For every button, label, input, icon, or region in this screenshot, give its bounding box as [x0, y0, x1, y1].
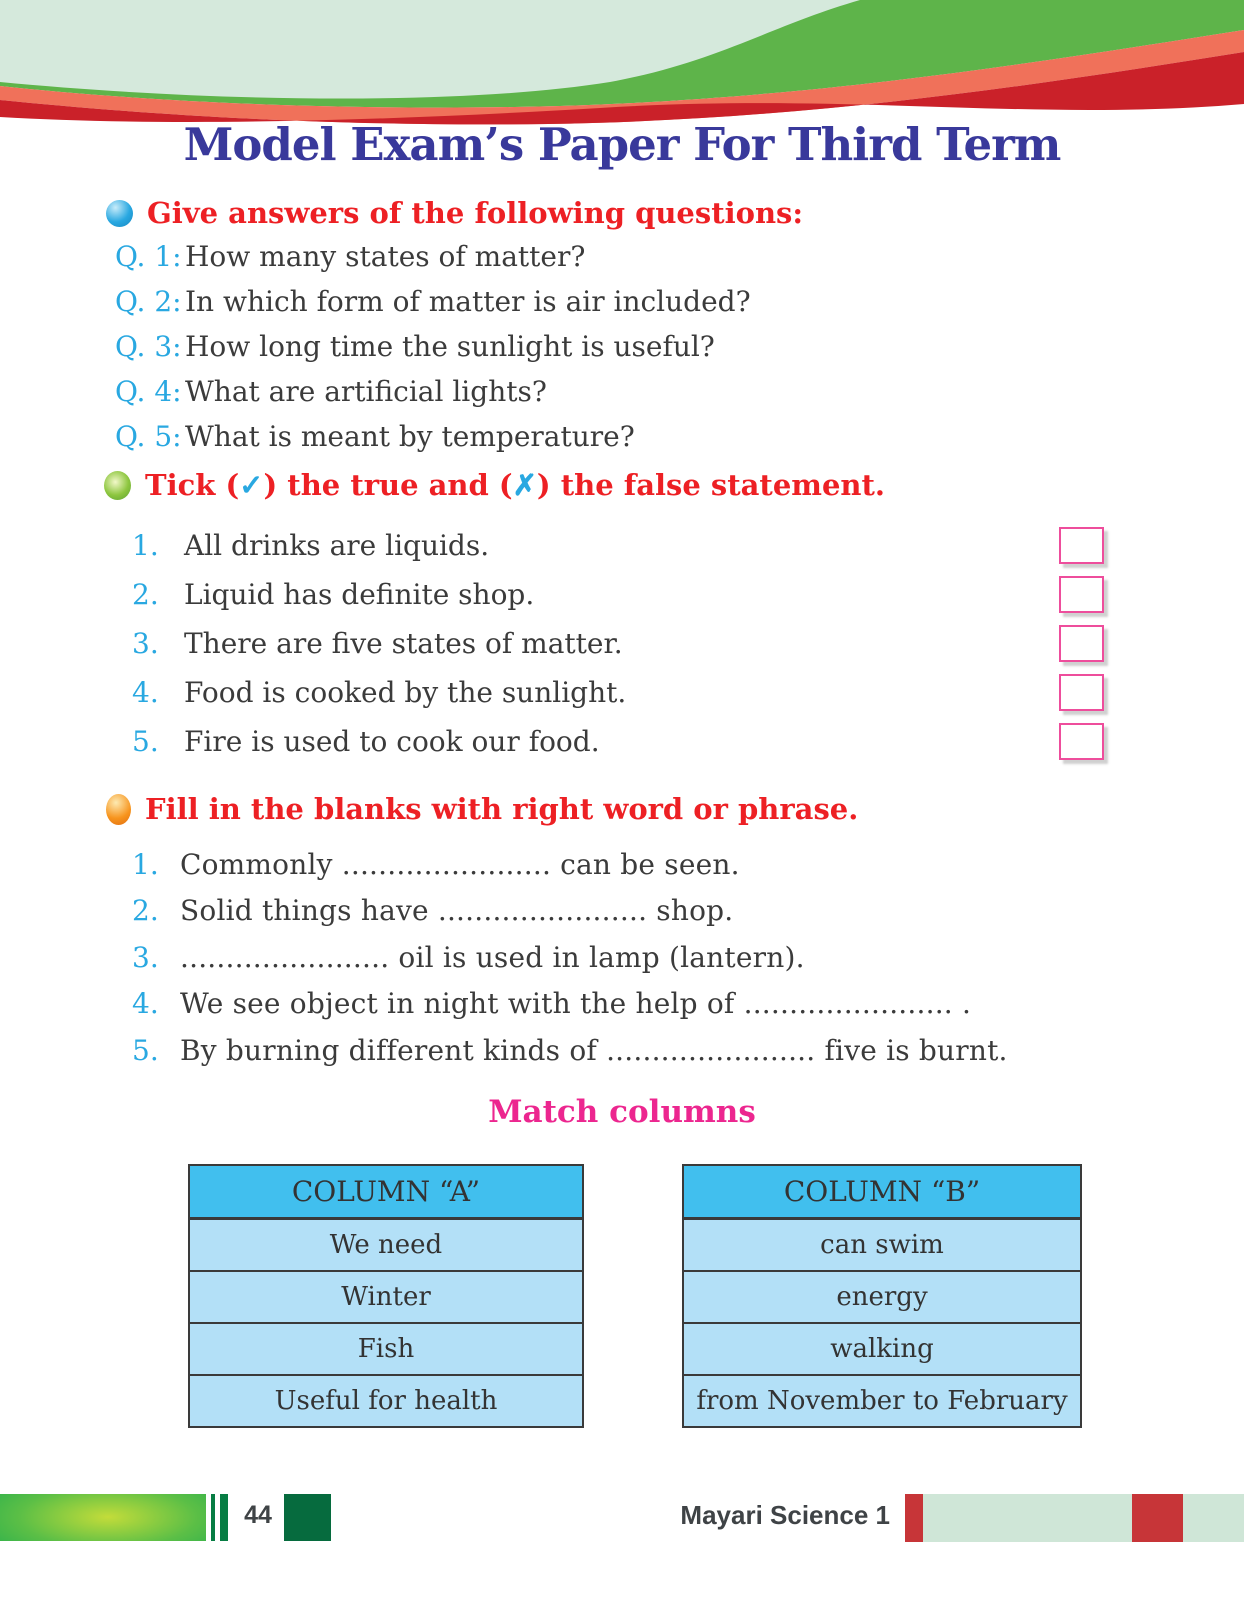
fill-section-heading [106, 792, 858, 826]
orange-sphere-bullet-icon [106, 794, 131, 825]
fill-row [132, 1027, 1132, 1074]
questions-section-heading [106, 196, 803, 230]
table-cell: from November to February [696, 1386, 1068, 1416]
statement-text: Food is cooked by the sunlight. [184, 676, 627, 709]
table-header-cell: COLUMN “A” [190, 1166, 582, 1220]
list-number: 2. [132, 894, 159, 928]
statement-row [132, 521, 1104, 570]
footer-mint-segment [923, 1494, 1132, 1542]
list-number: 3. [132, 940, 159, 974]
footer-red-segment [1132, 1494, 1183, 1542]
heading-segment: ) the true and ( [263, 468, 513, 502]
question-label: Q. 4: [115, 375, 182, 408]
page-number: 44 [244, 1501, 272, 1529]
tick-checkbox[interactable] [1059, 527, 1104, 564]
list-number: 5. [132, 725, 159, 758]
fill-row [132, 981, 1132, 1028]
footer-gradient-bar [0, 1494, 206, 1541]
list-number: 4. [132, 676, 159, 709]
fill-row [132, 888, 1132, 935]
fill-row [132, 841, 1132, 888]
fill-text: ....................... oil is used in lamp (lantern). [180, 940, 805, 974]
tick-statement-list [132, 521, 1104, 766]
fill-text: Commonly ....................... can be seen. [180, 847, 740, 881]
fill-blank-list [132, 841, 1132, 1074]
list-number: 5. [132, 1033, 159, 1067]
tick-checkbox[interactable] [1059, 674, 1104, 711]
question-text: How many states of matter? [185, 240, 586, 273]
table-cell: walking [684, 1324, 1080, 1376]
table-cell: Fish [190, 1324, 582, 1376]
heading-segment: Tick ( [145, 468, 240, 502]
footer-stripe [211, 1494, 215, 1541]
tick-checkbox[interactable] [1059, 723, 1104, 760]
list-number: 1. [132, 529, 159, 562]
list-number: 2. [132, 578, 159, 611]
list-number: 1. [132, 847, 159, 881]
question-list [115, 234, 1115, 459]
column-b-table [682, 1164, 1082, 1428]
statement-text: Fire is used to cook our food. [184, 725, 600, 758]
footer-red-segment [905, 1494, 923, 1542]
question-row [115, 324, 1115, 369]
table-cell: Useful for health [274, 1386, 498, 1416]
footer-stripe [220, 1494, 228, 1541]
question-text: How long time the sunlight is useful? [185, 330, 715, 363]
table-cell: We need [190, 1220, 582, 1272]
table-cell: energy [684, 1272, 1080, 1324]
fill-text: We see object in night with the help of ....................... . [180, 987, 972, 1021]
statement-row [132, 668, 1104, 717]
statement-row [132, 717, 1104, 766]
footer-green-square [284, 1494, 331, 1541]
statement-text: All drinks are liquids. [184, 529, 490, 562]
statement-row [132, 570, 1104, 619]
table-header-cell: COLUMN “B” [684, 1166, 1080, 1220]
fill-text: Solid things have ....................... shop. [180, 894, 734, 928]
list-number: 3. [132, 627, 159, 660]
list-number: 4. [132, 987, 159, 1021]
question-label: Q. 1: [115, 240, 182, 273]
table-cell: Winter [190, 1272, 582, 1324]
green-sphere-bullet-icon [104, 471, 131, 500]
statement-text: Liquid has definite shop. [184, 578, 535, 611]
book-title: Mayari Science 1 [680, 1500, 890, 1530]
statement-text: There are five states of matter. [184, 627, 623, 660]
question-text: In which form of matter is air included? [185, 285, 751, 318]
heading-segment: ) the false statement. [536, 468, 885, 502]
tick-checkbox[interactable] [1059, 625, 1104, 662]
question-row [115, 414, 1115, 459]
column-a-table [188, 1164, 584, 1428]
tick-section-heading [104, 468, 885, 502]
section-heading-text: Fill in the blanks with right word or phrase. [145, 792, 859, 826]
section-heading-text: Give answers of the following questions: [147, 196, 804, 230]
question-row [115, 279, 1115, 324]
question-row [115, 369, 1115, 414]
match-columns-heading: Match columns [488, 1094, 756, 1130]
tick-checkbox[interactable] [1059, 576, 1104, 613]
statement-row [132, 619, 1104, 668]
question-row [115, 234, 1115, 279]
question-text: What is meant by temperature? [185, 420, 635, 453]
fill-row [132, 934, 1132, 981]
section-heading-text [145, 468, 885, 502]
check-icon: ✓ [239, 468, 264, 502]
cross-icon: ✗ [512, 468, 537, 502]
question-text: What are artificial lights? [185, 375, 547, 408]
table-cell: can swim [684, 1220, 1080, 1272]
fill-text: By burning different kinds of ....................... five is burnt. [180, 1033, 1008, 1067]
page-title: Model Exam’s Paper For Third Term [183, 118, 1061, 171]
question-label: Q. 2: [115, 285, 182, 318]
blue-sphere-bullet-icon [106, 200, 133, 227]
question-label: Q. 5: [115, 420, 182, 453]
footer-mint-segment [1183, 1494, 1244, 1542]
question-label: Q. 3: [115, 330, 182, 363]
